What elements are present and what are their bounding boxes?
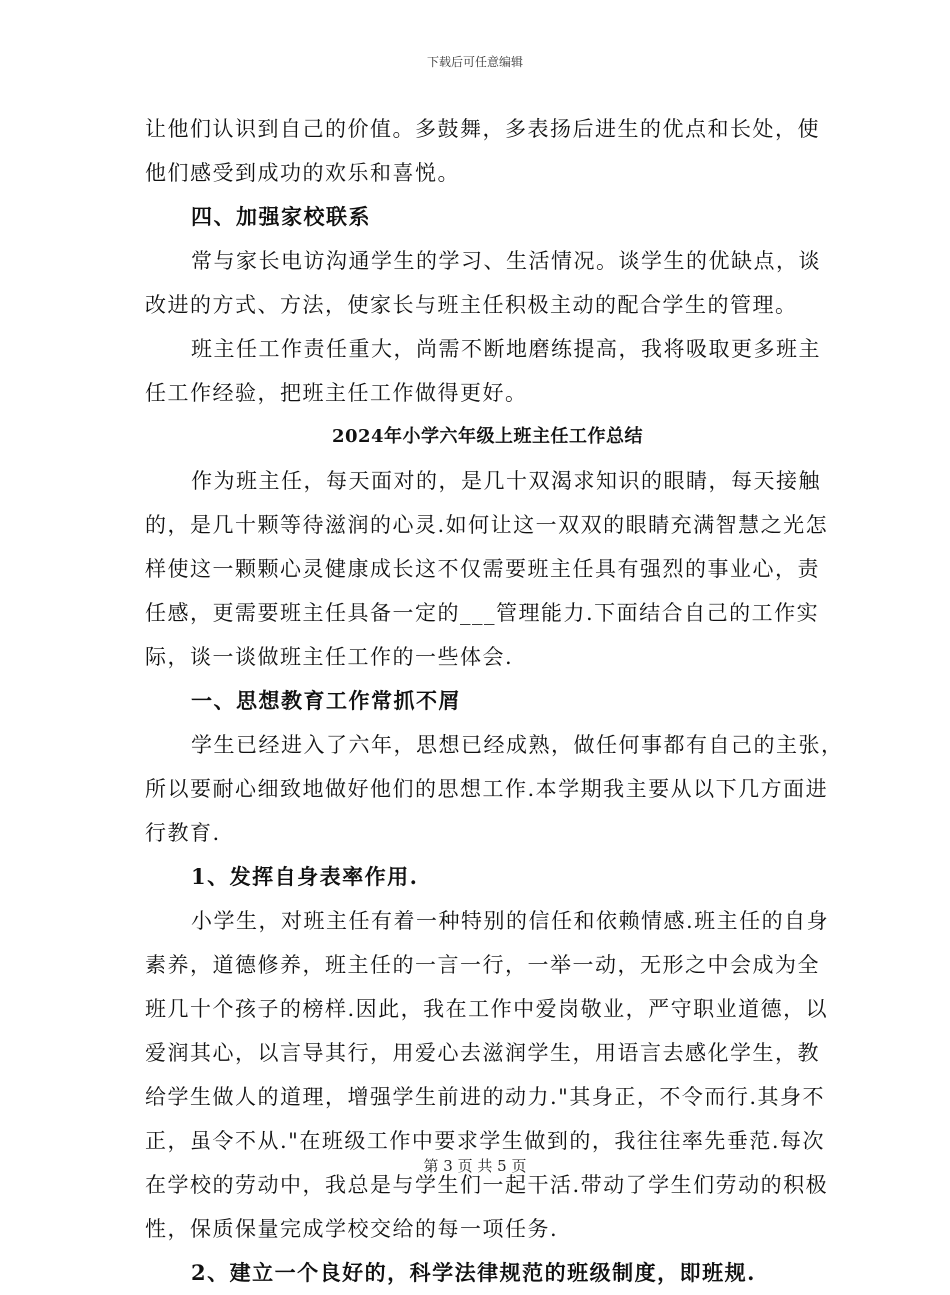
- section-heading: 四、加强家校联系: [191, 204, 371, 229]
- paragraph-line: 在学校的劳动中，我总是与学生们一起干活.带动了学生们劳动的积极: [145, 1173, 829, 1197]
- page-number: 第 3 页 共 5 页: [423, 1157, 527, 1175]
- paragraph-line: 际，谈一谈做班主任工作的一些体会.: [145, 645, 514, 669]
- paragraph-line: 常与家长电访沟通学生的学习、生活情况。谈学生的优缺点，谈: [191, 249, 821, 273]
- paragraph-line: 小学生，对班主任有着一种特别的信任和依赖情感.班主任的自身: [191, 909, 830, 933]
- page-header: 下载后可任意编辑: [426, 55, 523, 69]
- paragraph-line: 所以要耐心细致地做好他们的思想工作.本学期我主要从以下几方面进: [145, 777, 829, 801]
- paragraph-line: 性，保质保量完成学校交给的每一项任务.: [145, 1217, 559, 1241]
- paragraph-line: 任工作经验，把班主任工作做得更好。: [145, 381, 528, 405]
- paragraph-line: 爱润其心，以言导其行，用爱心去滋润学生，用语言去感化学生，教: [145, 1041, 820, 1065]
- document-title: 2024年小学六年级上班主任工作总结: [331, 426, 644, 447]
- paragraph-line: 班几十个孩子的榜样.因此，我在工作中爱岗敬业，严守职业道德，以: [145, 997, 829, 1021]
- paragraph-line: 正，虽令不从."在班级工作中要求学生做到的，我往往率先垂范.每次: [145, 1129, 826, 1153]
- paragraph-line: 样使这一颗颗心灵健康成长这不仅需要班主任具有强烈的事业心，责: [145, 557, 820, 581]
- paragraph-line: 作为班主任，每天面对的，是几十双渴求知识的眼睛，每天接触: [191, 469, 821, 493]
- subsection-heading: 1、发挥自身表率作用.: [191, 864, 419, 889]
- paragraph-line: 行教育.: [145, 821, 221, 845]
- paragraph-line: 班主任工作责任重大，尚需不断地磨练提高，我将吸取更多班主: [191, 337, 821, 361]
- paragraph-line: 素养，道德修养，班主任的一言一行，一举一动，无形之中会成为全: [145, 953, 820, 977]
- paragraph-line: 他们感受到成功的欢乐和喜悦。: [145, 161, 460, 185]
- subsection-heading: 2、建立一个良好的，科学法律规范的班级制度，即班规.: [191, 1260, 756, 1285]
- paragraph-line: 任感，更需要班主任具备一定的___管理能力.下面结合自己的工作实: [145, 601, 820, 625]
- paragraph-line: 学生已经进入了六年，思想已经成熟，做任何事都有自己的主张，: [191, 733, 844, 757]
- paragraph-line: 改进的方式、方法，使家长与班主任积极主动的配合学生的管理。: [145, 293, 798, 317]
- paragraph-line: 给学生做人的道理，增强学生前进的动力."其身正，不令而行.其身不: [145, 1085, 826, 1109]
- paragraph-line: 的，是几十颗等待滋润的心灵.如何让这一双双的眼睛充满智慧之光怎: [145, 513, 829, 537]
- section-heading: 一、思想教育工作常抓不屑: [191, 688, 461, 713]
- document-body: [145, 107, 844, 1295]
- paragraph-line: 让他们认识到自己的价值。多鼓舞，多表扬后进生的优点和长处，使: [145, 117, 820, 141]
